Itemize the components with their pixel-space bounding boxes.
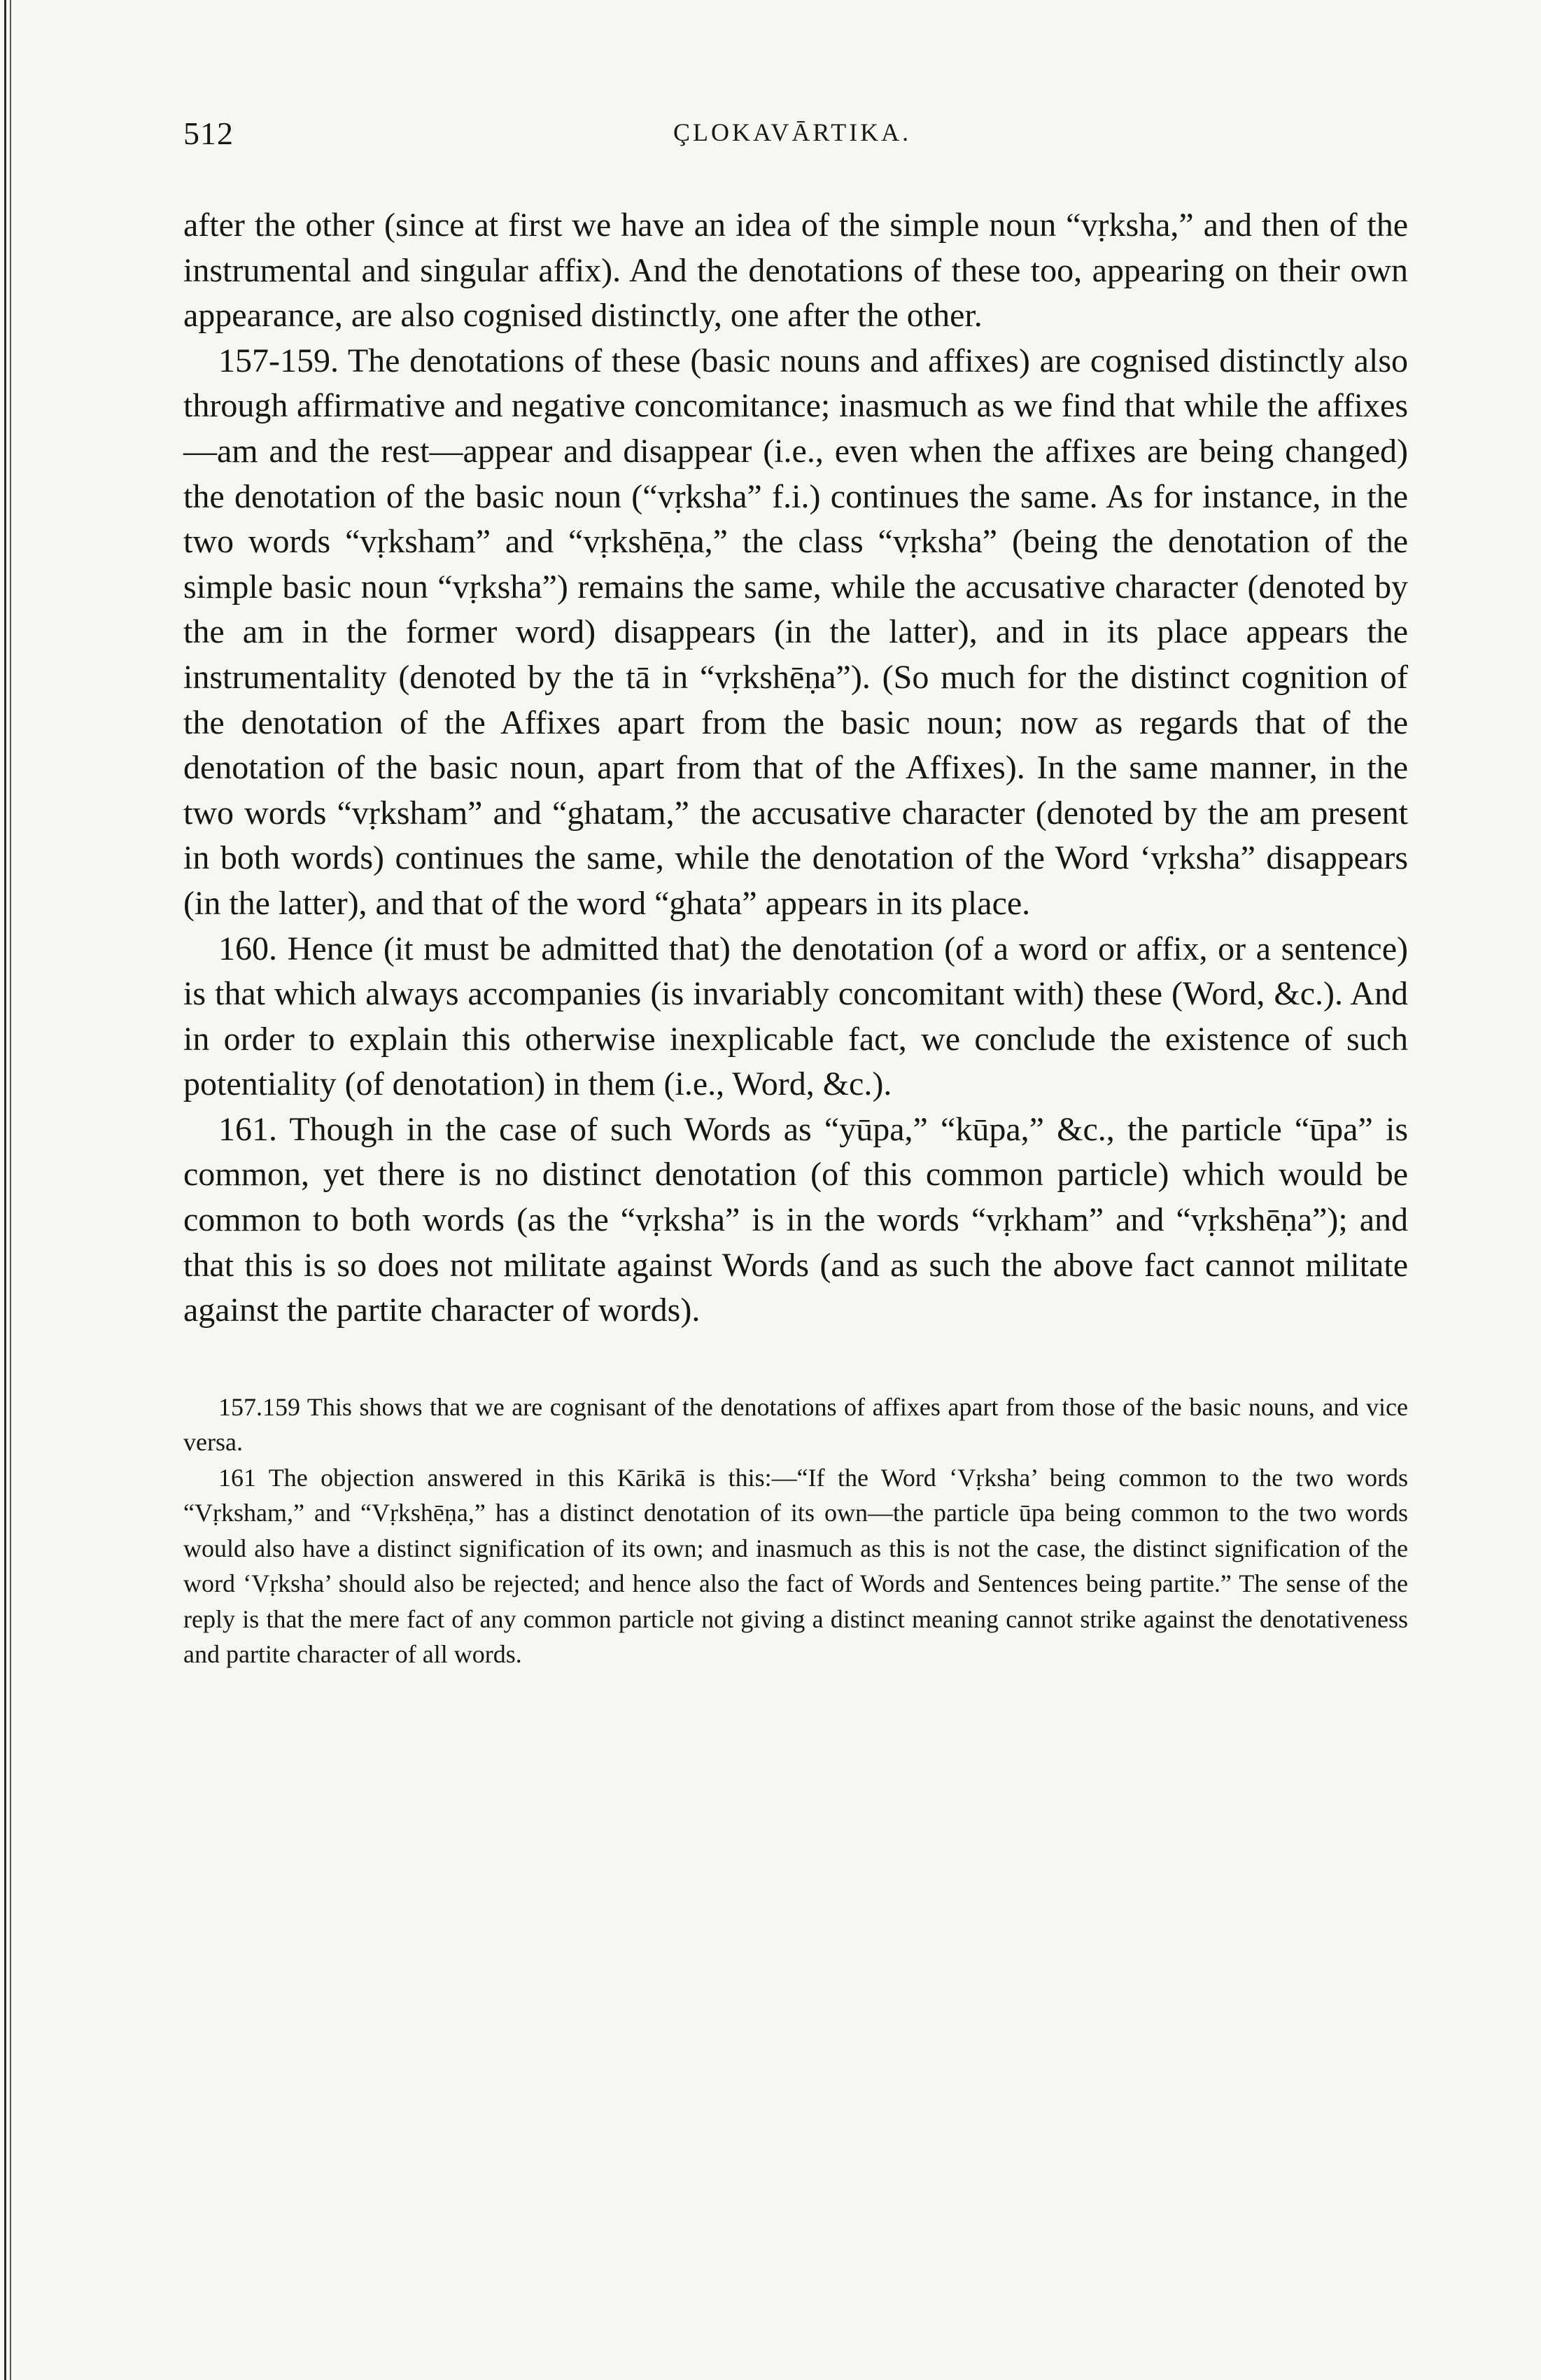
footnote: 161 The objection answered in this Kārikā is this:—“If the Word ‘Vṛksha’ being common to the two words “Vṛksham,” and “Vṛkshēṇa,” has a distinct denotation of its own—the particle ūpa being common to the two words would also have a distinct signification of its own; and inasmuch as this is not the case, the distinct signification of the word ‘Vṛksha’ should also be rejected; and hence also the fact of Words and Sentences being partite.” The sense of the reply is that the mere fact of any common particle not giving a distinct meaning cannot strike against the denotativeness and partite character of all words.	[183, 1463, 1408, 1669]
running-head: ÇLOKAVĀRTIKA.	[673, 118, 912, 146]
paragraph: 157-159. The denotations of these (basic nouns and affixes) are cognised distinctly also through affirmative and negative concomitance; inasmuch as we find that while the affixes—am and the rest—appear and disappear (i.e., even when the affixes are being changed) the denotation of the basic noun (“vṛksha” f.i.) continues the same. As for instance, in the two words “vṛksham” and “vṛkshēṇa,” the class “vṛksha” (being the denotation of the simple basic noun “vṛksha”) remains the same, while the accusative character (denoted by the am in the former word) disappears (in the latter), and in its place appears the instrumentality (denoted by the tā in “vṛkshēṇa”). (So much for the distinct cognition of the denotation of the Affixes apart from the basic noun; now as regards that of the denotation of the basic noun, apart from that of the Affixes). In the same manner, in the two words “vṛksham” and “ghatam,” the accusative character (denoted by the am present in both words) continues the same, while the denotation of the Word ‘vṛksha” disappears (in the latter), and that of the word “ghata” appears in its place.	[183, 342, 1408, 922]
page-header	[183, 105, 1408, 161]
footnotes	[183, 1390, 1408, 1672]
page-number: 512	[183, 115, 234, 151]
paragraph: 160. Hence (it must be admitted that) the denotation (of a word or affix, or a sentence) is that which always accompanies (is invariably concomitant with) these (Word, &c.). And in order to explain this otherwise inexplicable fact, we conclude the existence of such potentiality (of denotation) in them (i.e., Word, &c.).	[183, 930, 1408, 1103]
footnote: 157.159 This shows that we are cognisant of the denotations of affixes apart from those of the basic nouns, and vice versa.	[183, 1392, 1408, 1457]
body-text	[183, 203, 1408, 1334]
paragraph: after the other (since at first we have an idea of the simple noun “vṛksha,” and then of the instrumental and singular affix). And the denotations of these too, appearing on their own appearance, are also cognised distinctly, one after the other.	[183, 206, 1408, 335]
binding-edge-inner	[10, 0, 11, 2380]
page	[183, 105, 1408, 1672]
paragraph: 161. Though in the case of such Words as “yūpa,” “kūpa,” &c., the particle “ūpa” is common, yet there is no distinct denotation (of this common particle) which would be common to both words (as the “vṛksha” is in the words “vṛkham” and “vṛkshēṇa”); and that this is so does not militate against Words (and as such the above fact cannot militate against the partite character of words).	[183, 1110, 1408, 1329]
binding-edge	[4, 0, 6, 2380]
